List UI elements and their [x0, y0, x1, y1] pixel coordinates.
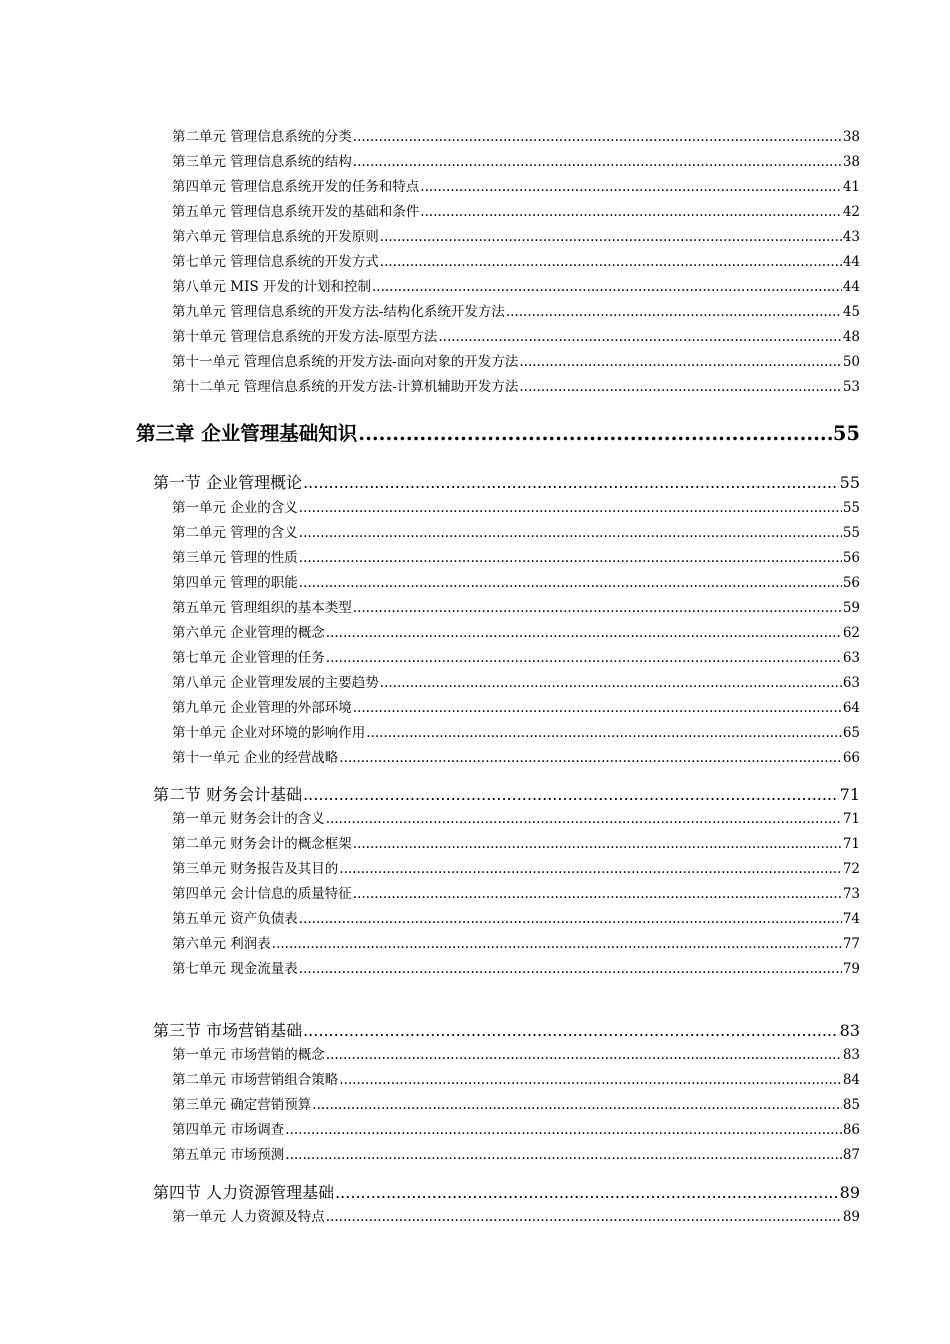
- dot-leader: [312, 1095, 842, 1115]
- toc-entry-page-number: 83: [842, 1047, 860, 1063]
- toc-unit-entry[interactable]: [172, 352, 860, 372]
- toc-unit-entry[interactable]: [172, 884, 860, 904]
- toc-entry-page-number: 56: [842, 550, 860, 566]
- toc-entry-title: 第三单元 财务报告及其目的: [172, 861, 339, 877]
- dot-leader: [353, 834, 842, 854]
- toc-entry-page-number: 55: [839, 473, 860, 492]
- toc-entry-title: 第三单元 管理信息系统的结构: [172, 154, 352, 170]
- toc-entry-title: 第三单元 管理的性质: [172, 550, 298, 566]
- dot-leader: [299, 573, 842, 593]
- toc-unit-entry[interactable]: [172, 834, 860, 854]
- toc-entry-page-number: 79: [842, 961, 860, 977]
- toc-unit-entry[interactable]: [172, 1095, 860, 1115]
- dot-leader: [299, 523, 842, 543]
- dot-leader: [272, 934, 842, 954]
- toc-entry-page-number: 64: [842, 700, 860, 716]
- toc-entry-page-number: 71: [839, 785, 860, 804]
- toc-entry-page-number: 55: [842, 525, 860, 541]
- toc-unit-entry[interactable]: [172, 598, 860, 618]
- toc-entry-title: 第四节 人力资源管理基础: [153, 1183, 335, 1202]
- toc-chapter-entry[interactable]: [136, 421, 860, 447]
- toc-entry-page-number: 85: [842, 1097, 860, 1113]
- toc-unit-entry[interactable]: [172, 673, 860, 693]
- toc-unit-entry[interactable]: [172, 748, 860, 768]
- toc-entry-title: 第一单元 财务会计的含义: [172, 811, 325, 827]
- toc-unit-entry[interactable]: [172, 127, 860, 147]
- toc-unit-entry[interactable]: [172, 1145, 860, 1165]
- toc-entry-page-number: 48: [842, 329, 860, 345]
- toc-entry-title: 第六单元 利润表: [172, 936, 271, 952]
- dot-leader: [519, 352, 841, 372]
- toc-entry-title: 第三单元 确定营销预算: [172, 1097, 312, 1113]
- toc-entry-title: 第二单元 财务会计的概念框架: [172, 836, 352, 852]
- toc-entry-title: 第二单元 管理信息系统的分类: [172, 129, 352, 145]
- toc-entry-title: 第一单元 企业的含义: [172, 500, 298, 516]
- toc-entry-title: 第十单元 管理信息系统的开发方法-原型方法: [172, 329, 438, 345]
- toc-unit-entry[interactable]: [172, 723, 860, 743]
- dot-leader: [326, 623, 842, 643]
- toc-entry-title: 第十单元 企业对环境的影响作用: [172, 725, 366, 741]
- toc-entry-title: 第七单元 现金流量表: [172, 961, 298, 977]
- toc-unit-entry[interactable]: [172, 623, 860, 643]
- dot-leader: [326, 648, 842, 668]
- toc-entry-page-number: 44: [842, 279, 860, 295]
- toc-entry-title: 第九单元 企业管理的外部环境: [172, 700, 352, 716]
- toc-unit-entry[interactable]: [172, 523, 860, 543]
- toc-entry-title: 第八单元 MIS 开发的计划和控制: [172, 279, 371, 295]
- toc-unit-entry[interactable]: [172, 698, 860, 718]
- dot-leader: [339, 859, 842, 879]
- toc-entry-title: 第五单元 管理信息系统开发的基础和条件: [172, 204, 420, 220]
- toc-entry-title: 第二单元 管理的含义: [172, 525, 298, 541]
- toc-entry-page-number: 62: [842, 625, 860, 641]
- toc-entry-title: 第三章 企业管理基础知识: [136, 422, 358, 445]
- toc-entry-page-number: 53: [842, 379, 860, 395]
- toc-entry-page-number: 38: [842, 154, 860, 170]
- dot-leader: [335, 1182, 839, 1204]
- dot-leader: [380, 673, 842, 693]
- dot-leader: [380, 227, 842, 247]
- toc-entry-title: 第二节 财务会计基础: [153, 785, 303, 804]
- dot-leader: [353, 152, 842, 172]
- dot-leader: [380, 252, 842, 272]
- toc-entry-page-number: 74: [842, 911, 860, 927]
- dot-leader: [299, 498, 842, 518]
- toc-entry-page-number: 56: [842, 575, 860, 591]
- toc-entry-page-number: 83: [839, 1021, 860, 1040]
- toc-entry-page-number: 65: [842, 725, 860, 741]
- toc-entry-title: 第八单元 企业管理发展的主要趋势: [172, 675, 379, 691]
- toc-entry-page-number: 55: [842, 500, 860, 516]
- toc-entry-page-number: 42: [842, 204, 860, 220]
- toc-entry-page-number: 71: [842, 811, 860, 827]
- toc-entry-title: 第四单元 管理信息系统开发的任务和特点: [172, 179, 420, 195]
- toc-entry-title: 第四单元 管理的职能: [172, 575, 298, 591]
- toc-entry-title: 第六单元 企业管理的概念: [172, 625, 325, 641]
- toc-unit-entry[interactable]: [172, 227, 860, 247]
- toc-unit-entry[interactable]: [172, 202, 860, 222]
- toc-unit-entry[interactable]: [172, 648, 860, 668]
- toc-unit-entry[interactable]: [172, 377, 860, 397]
- toc-entry-page-number: 89: [839, 1183, 860, 1202]
- toc-entry-page-number: 87: [842, 1147, 860, 1163]
- toc-entry-title: 第三节 市场营销基础: [153, 1021, 303, 1040]
- dot-leader: [303, 472, 839, 494]
- dot-leader: [420, 177, 842, 197]
- toc-entry-page-number: 63: [842, 675, 860, 691]
- toc-unit-entry[interactable]: [172, 959, 860, 979]
- toc-unit-entry[interactable]: [172, 277, 860, 297]
- toc-entry-page-number: 45: [842, 304, 860, 320]
- toc-section-entry[interactable]: [153, 1182, 860, 1204]
- dot-leader: [285, 1145, 842, 1165]
- toc-entry-page-number: 43: [842, 229, 860, 245]
- toc-entry-page-number: 71: [842, 836, 860, 852]
- toc-entry-page-number: 66: [842, 750, 860, 766]
- toc-entry-page-number: 41: [842, 179, 860, 195]
- dot-leader: [303, 1020, 839, 1042]
- toc-unit-entry[interactable]: [172, 152, 860, 172]
- dot-leader: [353, 127, 842, 147]
- toc-entry-title: 第一单元 市场营销的概念: [172, 1047, 325, 1063]
- toc-unit-entry[interactable]: [172, 548, 860, 568]
- toc-unit-entry[interactable]: [172, 909, 860, 929]
- toc-unit-entry[interactable]: [172, 252, 860, 272]
- dot-leader: [519, 377, 841, 397]
- dot-leader: [326, 1045, 842, 1065]
- dot-leader: [420, 202, 842, 222]
- toc-entry-title: 第七单元 管理信息系统的开发方式: [172, 254, 379, 270]
- dot-leader: [372, 277, 842, 297]
- toc-unit-entry[interactable]: [172, 809, 860, 829]
- toc-entry-page-number: 84: [842, 1072, 860, 1088]
- dot-leader: [326, 1207, 842, 1227]
- toc-entry-title: 第四单元 市场调查: [172, 1122, 285, 1138]
- toc-unit-entry[interactable]: [172, 498, 860, 518]
- toc-entry-page-number: 77: [842, 936, 860, 952]
- toc-entry-page-number: 73: [842, 886, 860, 902]
- toc-entry-page-number: 86: [842, 1122, 860, 1138]
- toc-entry-page-number: 63: [842, 650, 860, 666]
- toc-entry-page-number: 44: [842, 254, 860, 270]
- toc-section-entry[interactable]: [153, 1020, 860, 1042]
- dot-leader: [303, 784, 839, 806]
- dot-leader: [339, 748, 842, 768]
- dot-leader: [299, 909, 842, 929]
- toc-unit-entry[interactable]: [172, 934, 860, 954]
- toc-section-entry[interactable]: [153, 472, 860, 494]
- toc-unit-entry[interactable]: [172, 859, 860, 879]
- toc-entry-page-number: 89: [842, 1209, 860, 1225]
- toc-entry-page-number: 50: [842, 354, 860, 370]
- toc-unit-entry[interactable]: [172, 1045, 860, 1065]
- dot-leader: [339, 1070, 842, 1090]
- dot-leader: [366, 723, 842, 743]
- toc-entry-title: 第一节 企业管理概论: [153, 473, 303, 492]
- toc-entry-title: 第五单元 资产负债表: [172, 911, 298, 927]
- toc-unit-entry[interactable]: [172, 573, 860, 593]
- toc-entry-page-number: 38: [842, 129, 860, 145]
- dot-leader: [358, 421, 832, 447]
- toc-entry-title: 第六单元 管理信息系统的开发原则: [172, 229, 379, 245]
- toc-unit-entry[interactable]: [172, 327, 860, 347]
- toc-unit-entry[interactable]: [172, 1070, 860, 1090]
- toc-entry-title: 第一单元 人力资源及特点: [172, 1209, 325, 1225]
- toc-section-entry[interactable]: [153, 784, 860, 806]
- toc-entry-page-number: 55: [832, 422, 860, 445]
- dot-leader: [299, 959, 842, 979]
- toc-entry-title: 第十一单元 企业的经营战略: [172, 750, 339, 766]
- toc-entry-title: 第九单元 管理信息系统的开发方法-结构化系统开发方法: [172, 304, 505, 320]
- toc-entry-title: 第十二单元 管理信息系统的开发方法-计算机辅助开发方法: [172, 379, 519, 395]
- dot-leader: [326, 809, 842, 829]
- toc-unit-entry[interactable]: [172, 1120, 860, 1140]
- toc-entry-title: 第五单元 市场预测: [172, 1147, 285, 1163]
- toc-unit-entry[interactable]: [172, 302, 860, 322]
- dot-leader: [438, 327, 841, 347]
- dot-leader: [353, 698, 842, 718]
- toc-unit-entry[interactable]: [172, 1207, 860, 1227]
- toc-entry-title: 第七单元 企业管理的任务: [172, 650, 325, 666]
- toc-entry-title: 第五单元 管理组织的基本类型: [172, 600, 352, 616]
- dot-leader: [299, 548, 842, 568]
- dot-leader: [353, 884, 842, 904]
- dot-leader: [506, 302, 842, 322]
- toc-entry-title: 第四单元 会计信息的质量特征: [172, 886, 352, 902]
- toc-entry-title: 第二单元 市场营销组合策略: [172, 1072, 339, 1088]
- toc-entry-title: 第十一单元 管理信息系统的开发方法-面向对象的开发方法: [172, 354, 519, 370]
- dot-leader: [353, 598, 842, 618]
- toc-unit-entry[interactable]: [172, 177, 860, 197]
- toc-entry-page-number: 59: [842, 600, 860, 616]
- dot-leader: [285, 1120, 842, 1140]
- toc-entry-page-number: 72: [842, 861, 860, 877]
